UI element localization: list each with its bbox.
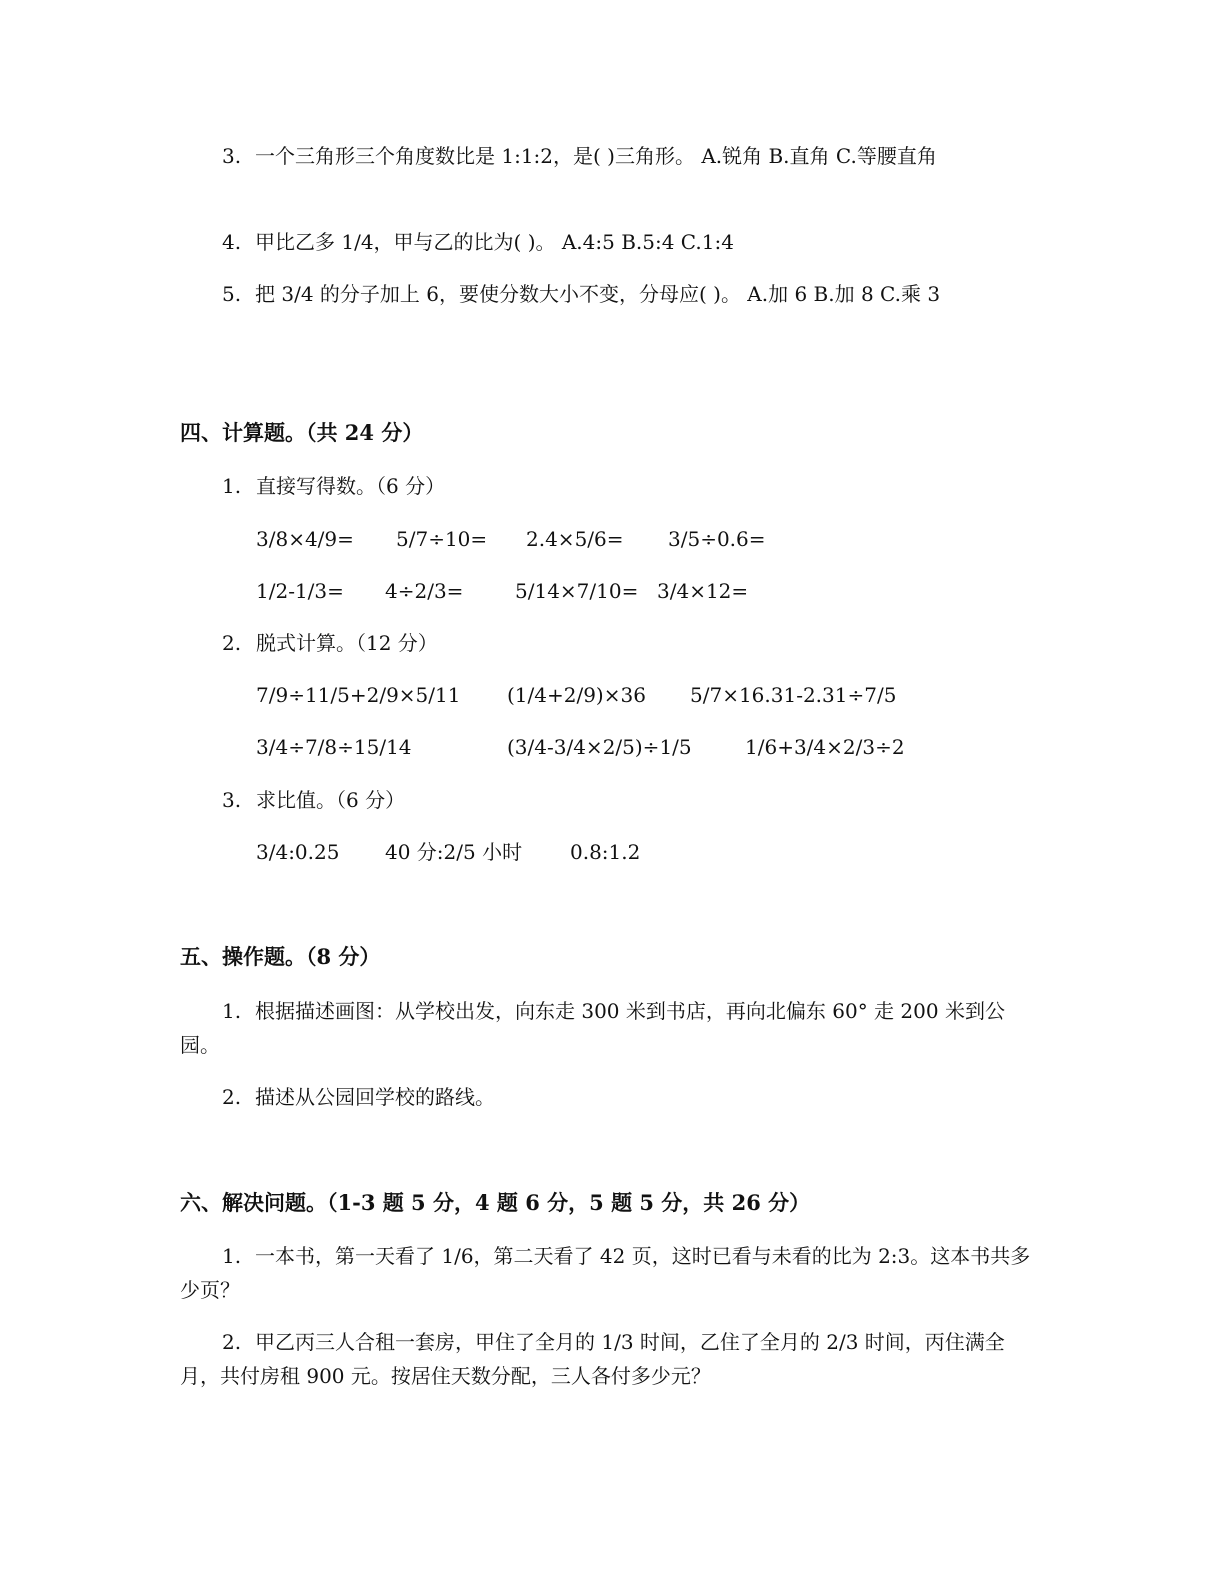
question-5: [180, 277, 1040, 311]
question-3: [180, 139, 1040, 173]
question-number: 1.: [222, 1244, 242, 1268]
part-number: 1.: [222, 474, 242, 498]
expression: 0.8:1.2: [570, 840, 641, 864]
expression: 3/5÷0.6=: [668, 527, 766, 551]
part-text: 求比值。（6 分）: [256, 788, 406, 812]
expression: 1/2-1/3=: [256, 579, 344, 603]
question-text: 一个三角形三个角度数比是 1:1:2，是( )三角形。 A.锐角 B.直角 C.等腰直角: [255, 144, 937, 168]
part-text: 脱式计算。（12 分）: [256, 631, 438, 655]
section-heading-calculation: 四、计算题。（共 24 分）: [180, 420, 424, 445]
expression: 5/14×7/10=: [515, 579, 639, 603]
expression: 3/4÷7/8÷15/14: [256, 735, 412, 759]
question-text: 甲乙丙三人合租一套房，甲住了全月的 1/3 时间，乙住了全月的 2/3 时间，丙住满全月，共付房租 900 元。按居住天数分配，三人各付多少元？: [180, 1330, 1005, 1388]
part-text: 直接写得数。（6 分）: [256, 474, 446, 498]
expression: 40 分:2/5 小时: [385, 840, 523, 864]
question-text: 根据描述画图：从学校出发，向东走 300 米到书店，再向北偏东 60° 走 200 米到公园。: [180, 999, 1005, 1057]
question-number: 2.: [222, 1085, 242, 1109]
section-heading-operation: 五、操作题。（8 分）: [180, 944, 381, 969]
part-number: 3.: [222, 788, 242, 812]
question-number: 1.: [222, 999, 242, 1023]
question-number: 4.: [222, 230, 242, 254]
part-1: [222, 469, 445, 503]
part-3: [222, 783, 405, 817]
part-2: [222, 626, 438, 660]
expression: 3/4×12=: [657, 579, 749, 603]
expression: 2.4×5/6=: [526, 527, 624, 551]
part-number: 2.: [222, 631, 242, 655]
question-number: 2.: [222, 1330, 242, 1354]
expression: 5/7×16.31-2.31÷7/5: [690, 683, 897, 707]
expression: (1/4+2/9)×36: [507, 683, 646, 707]
expression: 7/9÷11/5+2/9×5/11: [256, 683, 461, 707]
expression: 3/8×4/9=: [256, 527, 354, 551]
operation-question-1: [180, 994, 1040, 1062]
operation-question-2: [180, 1080, 1040, 1114]
expression: 1/6+3/4×2/3÷2: [745, 735, 905, 759]
expression: 3/4:0.25: [256, 840, 340, 864]
expression: 5/7÷10=: [396, 527, 488, 551]
question-number: 5.: [222, 282, 242, 306]
question-4: [180, 225, 1040, 259]
problem-question-1: [180, 1239, 1040, 1307]
problem-question-2: [180, 1325, 1040, 1393]
question-number: 3.: [222, 144, 242, 168]
question-text: 一本书，第一天看了 1/6，第二天看了 42 页，这时已看与未看的比为 2:3。这本书共多少页？: [180, 1244, 1031, 1302]
question-text: 甲比乙多 1/4，甲与乙的比为( )。 A.4:5 B.5:4 C.1:4: [255, 230, 734, 254]
section-heading-problems: 六、解决问题。（1-3 题 5 分，4 题 6 分，5 题 5 分，共 26 分）: [180, 1190, 811, 1215]
question-text: 把 3/4 的分子加上 6，要使分数大小不变，分母应( )。 A.加 6 B.加 8 C.乘 3: [255, 282, 941, 306]
expression: (3/4-3/4×2/5)÷1/5: [507, 735, 692, 759]
expression: 4÷2/3=: [385, 579, 464, 603]
question-text: 描述从公园回学校的路线。: [255, 1085, 495, 1109]
